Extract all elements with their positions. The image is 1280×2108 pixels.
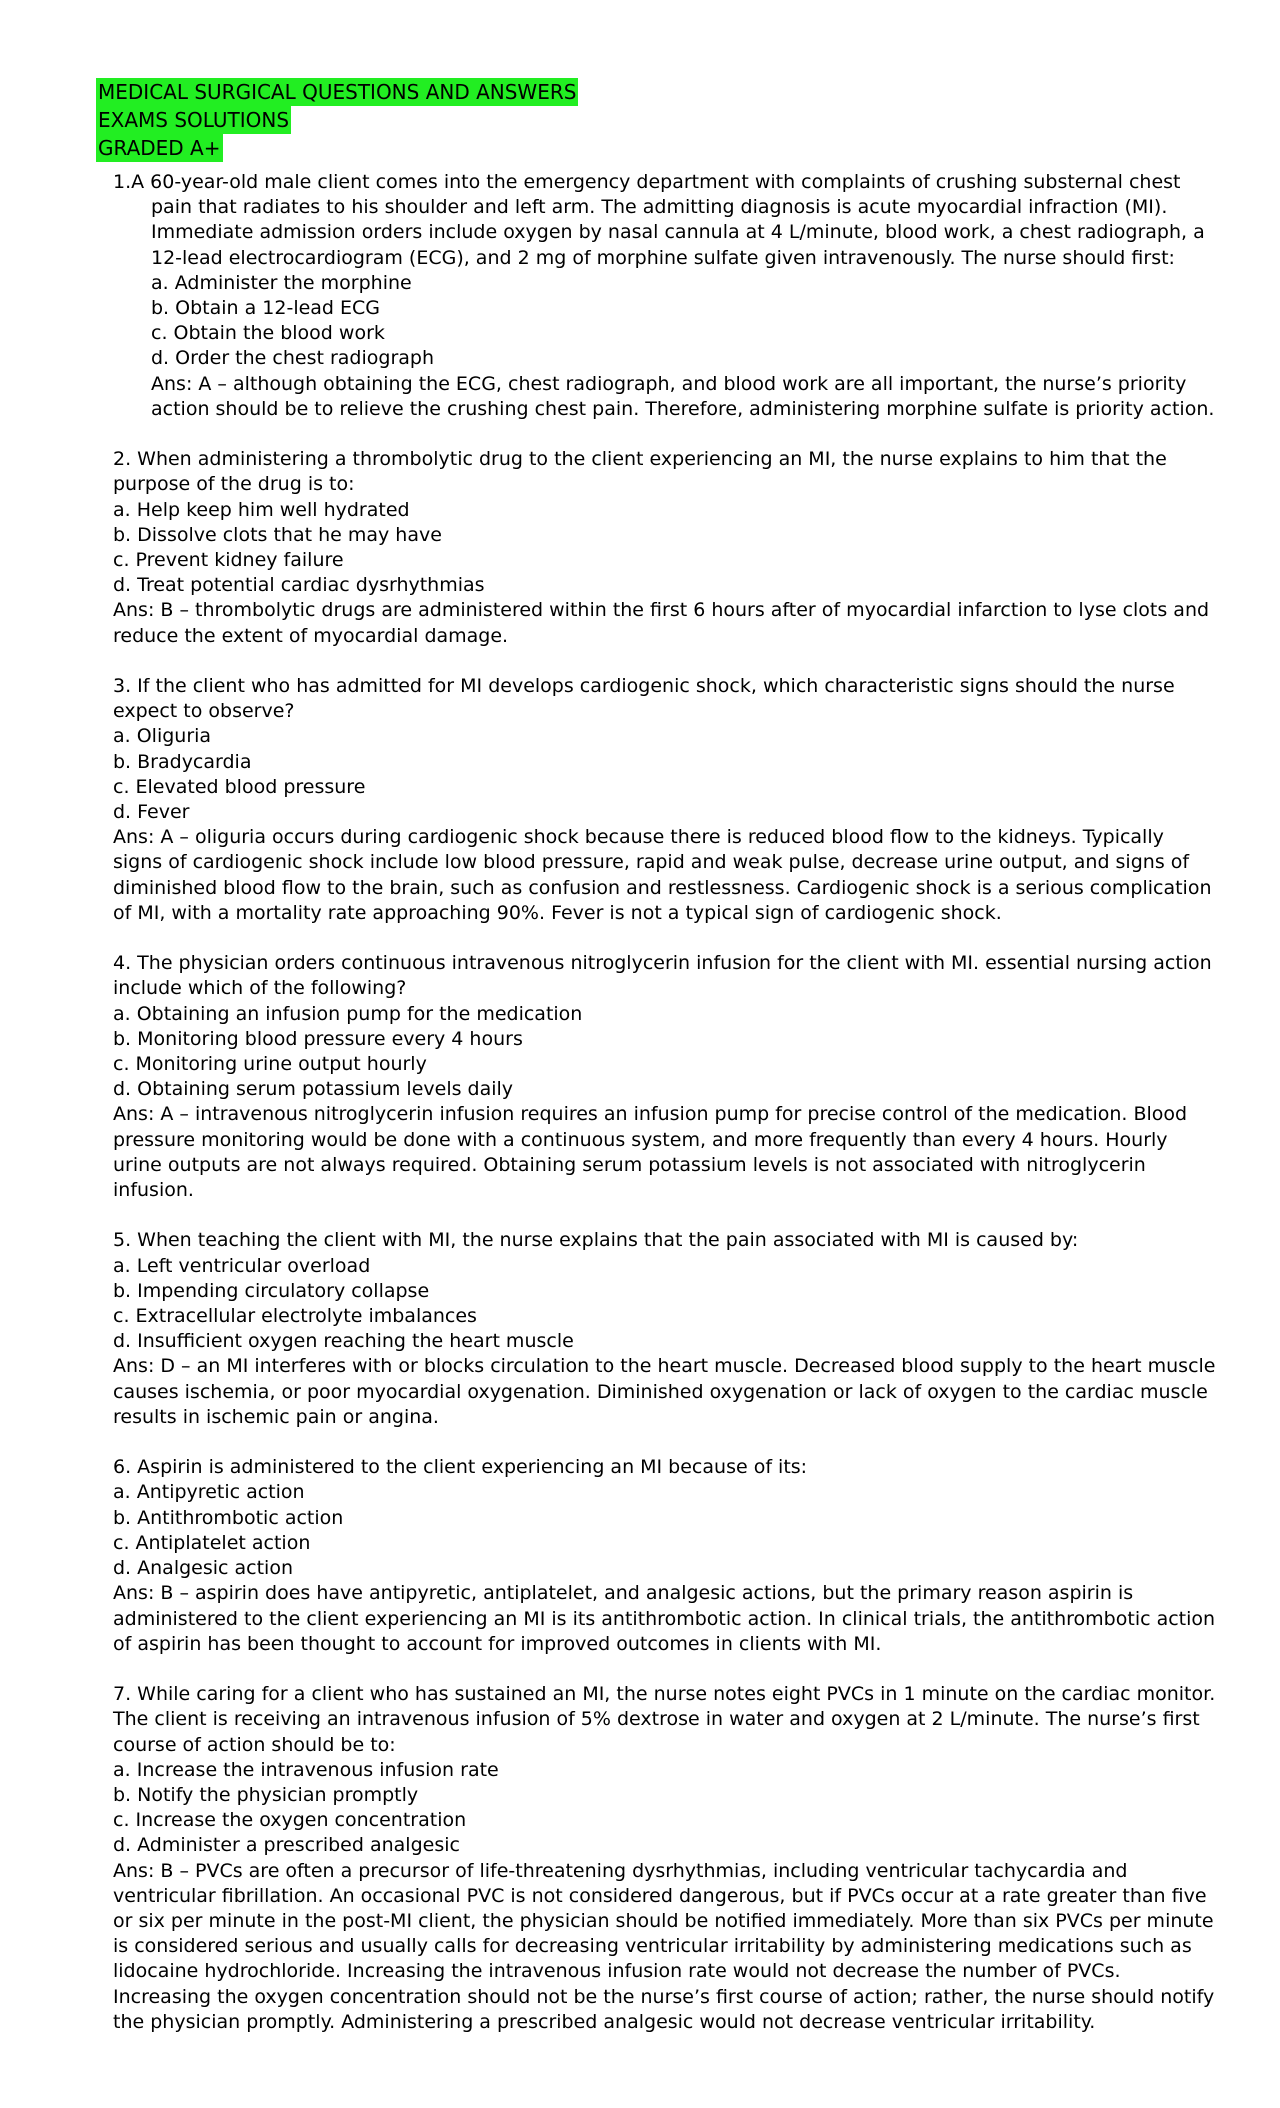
option-a: a. Antipyretic action	[113, 1481, 305, 1504]
question-stem: 2. When administering a thrombolytic drug to the client experiencing an MI, the nurse explains to him that the purpose of the drug is to:	[113, 448, 1167, 496]
option-c: c. Extracellular electrolyte imbalances	[113, 1305, 477, 1328]
option-b: b. Obtain a 12-lead ECG	[151, 297, 381, 320]
answer-explanation: Ans: A – although obtaining the ECG, chest radiograph, and blood work are all important, the nurse’s priority action should be to relieve the crushing chest pain. Therefore, administering morphine sulfate is priority action.	[151, 372, 1215, 420]
question-4	[113, 951, 1218, 1203]
question-3	[113, 674, 1218, 926]
answer-explanation: Ans: B – aspirin does have antipyretic, antiplatelet, and analgesic actions, but the primary reason aspirin is administered to the client experiencing an MI is its antithrombotic action. In clinical trials, the antithrombotic action of aspirin has been thought to account for improved outcomes in clients with MI.	[113, 1582, 1216, 1655]
question-stem: 3. If the client who has admitted for MI develops cardiogenic shock, which characteristic signs should the nurse expect to observe?	[113, 675, 1175, 723]
option-b: b. Impending circulatory collapse	[113, 1279, 430, 1302]
option-d: d. Obtaining serum potassium levels daily	[113, 1078, 514, 1101]
header-grade-line: GRADED A+	[98, 136, 221, 160]
option-b: b. Bradycardia	[113, 750, 252, 773]
option-a: a. Oliguria	[113, 725, 212, 748]
question-1	[113, 170, 1218, 422]
option-a: a. Increase the intravenous infusion rate	[113, 1758, 499, 1781]
question-6	[113, 1455, 1218, 1657]
option-d: d. Fever	[113, 801, 190, 824]
question-stem: 1.A 60-year-old male client comes into the emergency department with complaints of crushing substernal chest pain that radiates to his shoulder and left arm. The admitting diagnosis is acute myocardial infraction (MI). Immediate admission orders include oxygen by nasal cannula at 4 L/minute, blood work, a chest radiograph, a 12-lead electrocardiogram (ECG), and 2 mg of morphine sulfate given intravenously. The nurse should first:	[113, 171, 1205, 269]
header-subtitle-line: EXAMS SOLUTIONS	[98, 108, 290, 132]
question-5	[113, 1228, 1218, 1430]
question-stem: 7. While caring for a client who has sustained an MI, the nurse notes eight PVCs in 1 minute on the cardiac monitor. The client is receiving an intravenous infusion of 5% dextrose in water and oxygen at 2 L/minute. The nurse’s first course of action should be to:	[113, 1683, 1216, 1756]
question-stem: 5. When teaching the client with MI, the nurse explains that the pain associated with MI is caused by:	[113, 1229, 1079, 1252]
question-list	[113, 170, 1218, 2060]
option-d: d. Treat potential cardiac dysrhythmias	[113, 574, 485, 597]
answer-explanation: Ans: B – thrombolytic drugs are administered within the first 6 hours after of myocardial infarction to lyse clots and reduce the extent of myocardial damage.	[113, 599, 1210, 647]
option-c: c. Monitoring urine output hourly	[113, 1053, 427, 1076]
option-a: a. Administer the morphine	[151, 271, 412, 294]
option-c: c. Obtain the blood work	[151, 322, 385, 345]
document-header	[96, 78, 578, 162]
answer-explanation: Ans: B – PVCs are often a precursor of life-threatening dysrhythmias, including ventricular tachycardia and ventricular fibrillation. An occasional PVC is not considered dangerous, but if PVCs occur at a rate greater than five or six per minute in the post-MI client, the physician should be notified immediately. More than six PVCs per minute is considered serious and usually calls for decreasing ventricular irritability by administering medications such as lidocaine hydrochloride. Increasing the intravenous infusion rate would not decrease the number of PVCs. Increasing the oxygen concentration should not be the nurse’s first course of action; rather, the nurse should notify the physician promptly. Administering a prescribed analgesic would not decrease ventricular irritability.	[113, 1859, 1215, 2033]
option-b: b. Notify the physician promptly	[113, 1783, 419, 1806]
header-title-line: MEDICAL SURGICAL QUESTIONS AND ANSWERS	[98, 80, 577, 104]
option-c: c. Increase the oxygen concentration	[113, 1809, 467, 1832]
answer-explanation: Ans: A – oliguria occurs during cardiogenic shock because there is reduced blood flow to the kidneys. Typically signs of cardiogenic shock include low blood pressure, rapid and weak pulse, decrease urine output, and signs of diminished blood flow to the brain, such as confusion and restlessness. Cardiogenic shock is a serious complication of MI, with a mortality rate approaching 90%. Fever is not a typical sign of cardiogenic shock.	[113, 826, 1212, 924]
option-a: a. Left ventricular overload	[113, 1254, 371, 1277]
option-d: d. Insufficient oxygen reaching the heart muscle	[113, 1330, 574, 1353]
question-stem: 6. Aspirin is administered to the client experiencing an MI because of its:	[113, 1456, 808, 1479]
option-b: b. Antithrombotic action	[113, 1506, 344, 1529]
option-a: a. Obtaining an infusion pump for the medication	[113, 1002, 583, 1025]
option-d: d. Administer a prescribed analgesic	[113, 1834, 460, 1857]
option-b: b. Monitoring blood pressure every 4 hours	[113, 1027, 523, 1050]
option-d: d. Analgesic action	[113, 1557, 293, 1580]
option-b: b. Dissolve clots that he may have	[113, 523, 442, 546]
question-2	[113, 447, 1218, 649]
option-c: c. Antiplatelet action	[113, 1531, 311, 1554]
option-d: d. Order the chest radiograph	[151, 347, 434, 370]
question-stem: 4. The physician orders continuous intravenous nitroglycerin infusion for the client with MI. essential nursing action include which of the following?	[113, 952, 1212, 1000]
option-c: c. Prevent kidney failure	[113, 549, 344, 572]
answer-explanation: Ans: D – an MI interferes with or blocks circulation to the heart muscle. Decreased blood supply to the heart muscle causes ischemia, or poor myocardial oxygenation. Diminished oxygenation or lack of oxygen to the cardiac muscle results in ischemic pain or angina.	[113, 1355, 1216, 1428]
option-a: a. Help keep him well hydrated	[113, 498, 410, 521]
option-c: c. Elevated blood pressure	[113, 775, 366, 798]
question-7	[113, 1682, 1218, 2035]
answer-explanation: Ans: A – intravenous nitroglycerin infusion requires an infusion pump for precise control of the medication. Blood pressure monitoring would be done with a continuous system, and more frequently than every 4 hours. Hourly urine outputs are not always required. Obtaining serum potassium levels is not associated with nitroglycerin infusion.	[113, 1103, 1188, 1202]
